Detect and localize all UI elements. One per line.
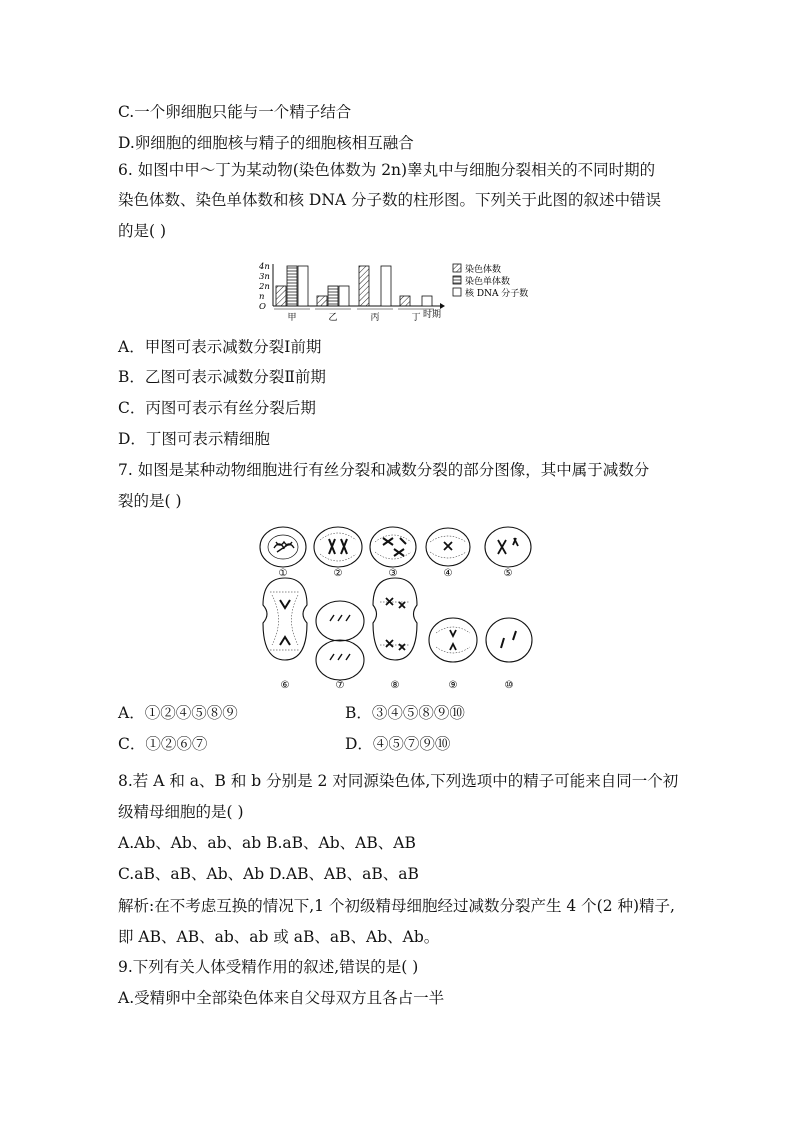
- x-axis-label: 时期: [423, 310, 442, 320]
- category-label: 丙: [370, 313, 380, 323]
- bar: [328, 286, 338, 306]
- bar: [381, 266, 391, 306]
- cell-8: [373, 578, 417, 660]
- y-tick-label: n: [259, 292, 265, 302]
- bar: [276, 286, 286, 306]
- y-tick-label: 3n: [259, 272, 270, 282]
- question-8-stem-line1: 8.若 A 和 a、B 和 b 分别是 2 对同源染色体,下列选项中的精子可能来自同一个初: [118, 772, 679, 790]
- option-d-text: D.卵细胞的细胞核与精子的细胞核相互融合: [118, 134, 414, 152]
- cell-1: [260, 527, 306, 567]
- cell-number-label: ④: [443, 568, 453, 579]
- q8-explanation-line2: 即 AB、AB、ab、ab 或 aB、aB、Ab、Ab。: [118, 928, 440, 946]
- cell-9: [429, 618, 477, 662]
- legend-label: 染色体数: [465, 265, 502, 275]
- category-label: 甲: [287, 313, 297, 323]
- cell-number-label: ①: [278, 568, 288, 579]
- legend-swatch: [453, 264, 461, 272]
- category-label: 乙: [328, 313, 338, 323]
- q6-option-a: A．甲图可表示减数分裂Ⅰ前期: [118, 338, 322, 356]
- question-6-stem-line3: 的是( ): [118, 222, 167, 240]
- bar: [422, 296, 432, 306]
- q9-option-a: A.受精卵中全部染色体来自父母双方且各占一半: [118, 989, 445, 1007]
- cell-number-label: ⑧: [390, 680, 400, 691]
- q6-bar-chart: [255, 258, 555, 326]
- legend-swatch: [453, 276, 461, 284]
- bar: [317, 296, 327, 306]
- cell-number-label: ⑨: [448, 680, 458, 691]
- cell-10: [486, 618, 532, 662]
- y-tick-label: 2n: [259, 282, 270, 292]
- question-8-stem-line2: 级精母细胞的是( ): [118, 803, 244, 821]
- question-9-stem: 9.下列有关人体受精作用的叙述,错误的是( ): [118, 958, 419, 976]
- cell-4: [426, 528, 470, 566]
- option-c-text: C.一个卵细胞只能与一个精子结合: [118, 103, 352, 121]
- cell-7: [316, 601, 364, 680]
- cell-3: [370, 527, 416, 567]
- bar: [359, 266, 369, 306]
- q7-option-a: A．①②④⑤⑧⑨: [118, 704, 238, 722]
- y-tick-label: 4n: [259, 262, 270, 272]
- q6-option-d: D．丁图可表示精细胞: [118, 430, 270, 448]
- cell-number-label: ⑦: [335, 680, 345, 691]
- question-6-stem-line2: 染色体数、染色单体数和核 DNA 分子数的柱形图。下列关于此图的叙述中错误: [118, 191, 662, 209]
- legend-label: 核 DNA 分子数: [465, 289, 529, 299]
- cell-number-label: ②: [333, 568, 343, 579]
- bar: [400, 296, 410, 306]
- q8-explanation-line1: 解析:在不考虑互换的情况下,1 个初级精母细胞经过减数分裂产生 4 个(2 种)精子,: [118, 897, 675, 915]
- question-7-stem-line1: 7. 如图是某种动物细胞进行有丝分裂和减数分裂的部分图像，其中属于减数分: [118, 461, 650, 479]
- bar: [339, 286, 349, 306]
- cell-number-label: ③: [388, 568, 398, 579]
- q7-option-d: D．④⑤⑦⑨⑩: [345, 735, 451, 753]
- question-6-stem-line1: 6. 如图中甲～丁为某动物(染色体数为 2n)睾丸中与细胞分裂相关的不同时期的: [118, 161, 656, 179]
- cell-number-label: ⑥: [280, 680, 290, 691]
- question-7-stem-line2: 裂的是( ): [118, 492, 182, 510]
- q6-option-c: C．丙图可表示有丝分裂后期: [118, 399, 316, 417]
- q7-option-b: B．③④⑤⑧⑨⑩: [345, 704, 465, 722]
- legend-label: 染色单体数: [465, 277, 511, 287]
- legend-swatch: [453, 288, 461, 296]
- cell-number-label: ⑩: [504, 680, 514, 691]
- q8-options-cd: C.aB、aB、Ab、Ab D.AB、AB、aB、aB: [118, 865, 419, 883]
- bar: [287, 266, 297, 306]
- cell-number-label: ⑤: [503, 568, 513, 579]
- cell-6: [263, 578, 307, 660]
- q8-options-ab: A.Ab、Ab、ab、ab B.aB、Ab、AB、AB: [118, 834, 416, 852]
- cell-5: [485, 527, 531, 567]
- q6-option-b: B．乙图可表示减数分裂Ⅱ前期: [118, 368, 326, 386]
- cell-2: [314, 527, 362, 567]
- bar: [298, 266, 308, 306]
- q7-option-c: C．①②⑥⑦: [118, 735, 208, 753]
- category-label: 丁: [411, 313, 421, 323]
- cell-division-figure: [250, 520, 550, 698]
- y-tick-label: O: [259, 302, 266, 312]
